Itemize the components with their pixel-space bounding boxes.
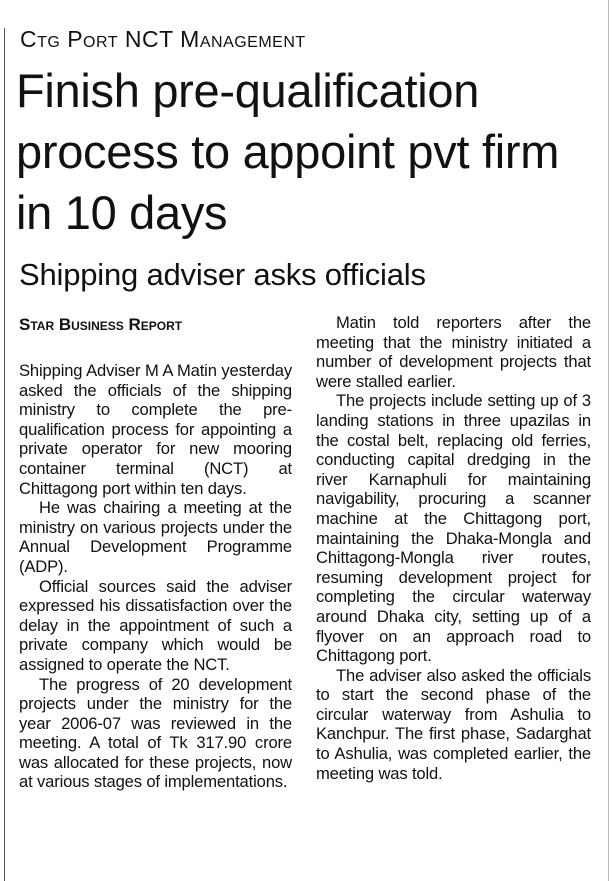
paragraph: Official sources said the adviser expressed his dissatisfaction over the delay in the appointment of such a private company which would be assigned to operate the NCT.: [19, 576, 292, 674]
paragraph: He was chairing a meeting at the ministry on various projects under the Annual Development Programme (ADP).: [19, 498, 292, 576]
headline: Finish pre-qualification process to appoint pvt firm in 10 days: [16, 64, 560, 239]
left-border-rule: [4, 28, 5, 881]
paragraph: Matin told reporters after the meeting that the ministry initiated a number of development projects that were stalled earlier.: [316, 313, 591, 391]
paragraph: The progress of 20 development projects under the ministry for the year 2006-07 was reviewed in the meeting. A total of Tk 317.90 crore was allocated for these projects, now at various stages of implementations.: [19, 674, 292, 792]
subheadline: Shipping adviser asks officials: [19, 257, 426, 292]
article-column-left: [19, 361, 292, 792]
paragraph: The adviser also asked the officials to start the second phase of the circular waterway from Ashulia to Kanchpur. The first phase, Sadarghat to Ashulia, was completed earlier, the meeting was told.: [316, 665, 591, 783]
article-column-right: [316, 313, 591, 783]
byline: Star Business Report: [19, 315, 183, 334]
paragraph: Shipping Adviser M A Matin yesterday asked the officials of the shipping ministry to complete the pre-qualification process for appointing a private operator for new mooring container terminal (NCT) at Chittagong port within ten days.: [19, 361, 292, 498]
kicker: Ctg Port NCT Management: [20, 26, 306, 52]
paragraph: The projects include setting up of 3 landing stations in three upazilas in the costal belt, replacing old ferries, conducting capital dredging in the river Karnaphuli for maintaining navigability, procuring a scanner machine at the Chittagong port, maintaining the Dhaka-Mongla and Chittagong-Mongla river routes, resuming development project for completing the circular waterway around Dhaka city, setting up of a flyover on an approach road to Chittagong port.: [316, 391, 591, 666]
right-border-rule: [608, 0, 609, 881]
